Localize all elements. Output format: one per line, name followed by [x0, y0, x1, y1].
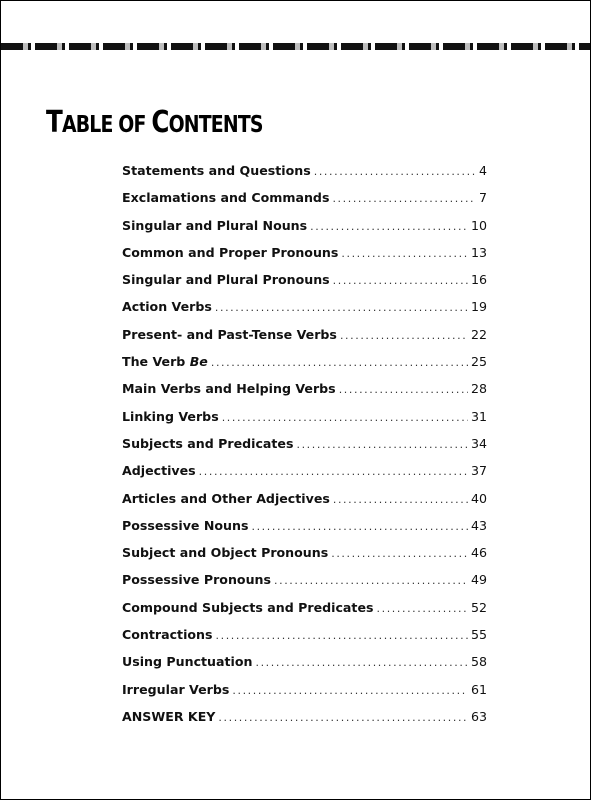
toc-entry-title [122, 648, 252, 675]
toc-entry-title [122, 457, 196, 484]
toc-page-number: 4 [478, 163, 487, 178]
toc-entry-title-text: Possessive Pronouns [122, 572, 271, 588]
toc-entry-title [122, 403, 219, 430]
title-small-caps-2: ONTENTS [168, 112, 263, 138]
toc-dot-leader [216, 622, 468, 649]
decorative-header-bar [1, 43, 590, 50]
toc-dot-leader [199, 458, 468, 485]
toc-entry [122, 266, 487, 293]
table-of-contents [122, 157, 487, 730]
toc-dot-leader [339, 376, 468, 403]
toc-entry-title [122, 594, 374, 621]
toc-dot-leader [232, 677, 468, 704]
title-initial-c: C [151, 105, 169, 140]
toc-entry-title-text: Subjects and Predicates [122, 435, 294, 451]
toc-entry [122, 512, 487, 539]
toc-entry [122, 403, 487, 430]
toc-entry-title-text: Subject and Object Pronouns [122, 545, 329, 561]
toc-entry [122, 321, 487, 348]
toc-entry-title-text: Present- and Past-Tense Verbs [122, 326, 337, 342]
toc-entry [122, 348, 487, 375]
toc-entry-title [122, 621, 213, 648]
toc-page-number: 49 [470, 572, 487, 588]
toc-dot-leader [332, 185, 476, 212]
toc-page-number: 58 [470, 654, 487, 670]
toc-entry-title [122, 293, 212, 320]
toc-page-number: 10 [470, 217, 487, 233]
toc-dot-leader [377, 595, 468, 622]
toc-entry-title-text: Articles and Other Adjectives [122, 490, 330, 506]
toc-entry-title-text: Adjectives [122, 463, 196, 479]
toc-entry-title-text: Irregular Verbs [122, 681, 230, 697]
toc-entry-title [122, 430, 293, 457]
toc-page-number: 31 [470, 408, 487, 424]
toc-page-number: 22 [470, 326, 487, 342]
toc-entry-title-text: Using Punctuation [122, 654, 253, 670]
title-initial-t: T [46, 105, 62, 140]
toc-entry-title [122, 157, 311, 184]
toc-page-number: 40 [470, 490, 487, 506]
toc-page-number: 37 [470, 463, 487, 479]
toc-entry-title [122, 212, 307, 239]
toc-entry-title [122, 703, 215, 730]
toc-page-number: 28 [470, 381, 487, 397]
toc-dot-leader [333, 267, 468, 294]
toc-entry [122, 157, 487, 184]
toc-entry [122, 293, 487, 320]
toc-entry-title [122, 348, 208, 375]
toc-entry [122, 594, 487, 621]
toc-dot-leader [215, 294, 468, 321]
toc-page-number: 43 [470, 517, 487, 533]
toc-entry-title [122, 239, 338, 266]
toc-entry-title [122, 512, 248, 539]
toc-dot-leader [310, 213, 468, 240]
toc-dot-leader [222, 404, 468, 431]
toc-dot-leader [251, 513, 467, 540]
toc-entry [122, 239, 487, 266]
toc-entry-title [122, 266, 330, 293]
toc-entry-title-text: Contractions [122, 627, 213, 643]
toc-page-number: 13 [470, 244, 487, 260]
toc-entry-title-text: Common and Proper Pronouns [122, 244, 339, 260]
toc-entry-title-text: The Verb [122, 354, 190, 370]
toc-page-number: 7 [478, 190, 487, 206]
toc-page-number: 55 [470, 627, 487, 643]
toc-entry [122, 430, 487, 457]
toc-entry-title [122, 566, 271, 593]
toc-page-number: 52 [470, 599, 487, 615]
toc-dot-leader [218, 704, 468, 731]
toc-entry [122, 621, 487, 648]
toc-page-number: 61 [470, 681, 487, 697]
toc-entry-title-text: Exclamations and Commands [122, 190, 330, 206]
toc-dot-leader [296, 431, 467, 458]
toc-entry-title [122, 676, 229, 703]
toc-entry [122, 485, 487, 512]
toc-entry [122, 457, 487, 484]
toc-entry [122, 566, 487, 593]
toc-dot-leader [331, 540, 468, 567]
toc-entry-title [122, 539, 328, 566]
toc-page-number: 63 [470, 708, 487, 724]
toc-entry-title [122, 184, 329, 211]
toc-entry [122, 212, 487, 239]
toc-dot-leader [255, 649, 467, 676]
toc-dot-leader [211, 349, 468, 376]
toc-entry-title [122, 485, 330, 512]
toc-entry [122, 703, 487, 730]
toc-page-number: 16 [470, 272, 487, 288]
toc-entry-title-text: Possessive Nouns [122, 517, 249, 533]
toc-page-number: 34 [470, 435, 487, 451]
toc-entry-title-text: Singular and Plural Pronouns [122, 272, 330, 288]
toc-entry-title-text: Main Verbs and Helping Verbs [122, 381, 336, 397]
toc-page-number: 19 [470, 299, 487, 315]
toc-entry-title-text: Linking Verbs [122, 408, 219, 424]
toc-entry [122, 676, 487, 703]
toc-dot-leader [340, 322, 468, 349]
toc-dot-leader [341, 240, 468, 267]
toc-dot-leader [314, 158, 476, 185]
toc-entry [122, 184, 487, 211]
toc-entry-title [122, 321, 337, 348]
toc-entry-title [122, 375, 336, 402]
toc-page-number: 46 [470, 545, 487, 561]
toc-entry-title-text: ANSWER KEY [122, 708, 216, 724]
toc-entry-title-text: Singular and Plural Nouns [122, 217, 308, 233]
title-small-caps-1: ABLE OF [61, 112, 152, 138]
toc-dot-leader [274, 567, 468, 594]
toc-entry [122, 539, 487, 566]
page-title [46, 103, 263, 145]
toc-page-number: 25 [470, 354, 487, 370]
toc-entry-title-italic: Be [189, 354, 208, 370]
toc-entry-title-text: Statements and Questions [122, 163, 311, 178]
toc-entry [122, 375, 487, 402]
toc-entry [122, 648, 487, 675]
toc-dot-leader [333, 486, 468, 513]
toc-entry-title-text: Compound Subjects and Predicates [122, 599, 374, 615]
toc-entry-title-text: Action Verbs [122, 299, 212, 315]
